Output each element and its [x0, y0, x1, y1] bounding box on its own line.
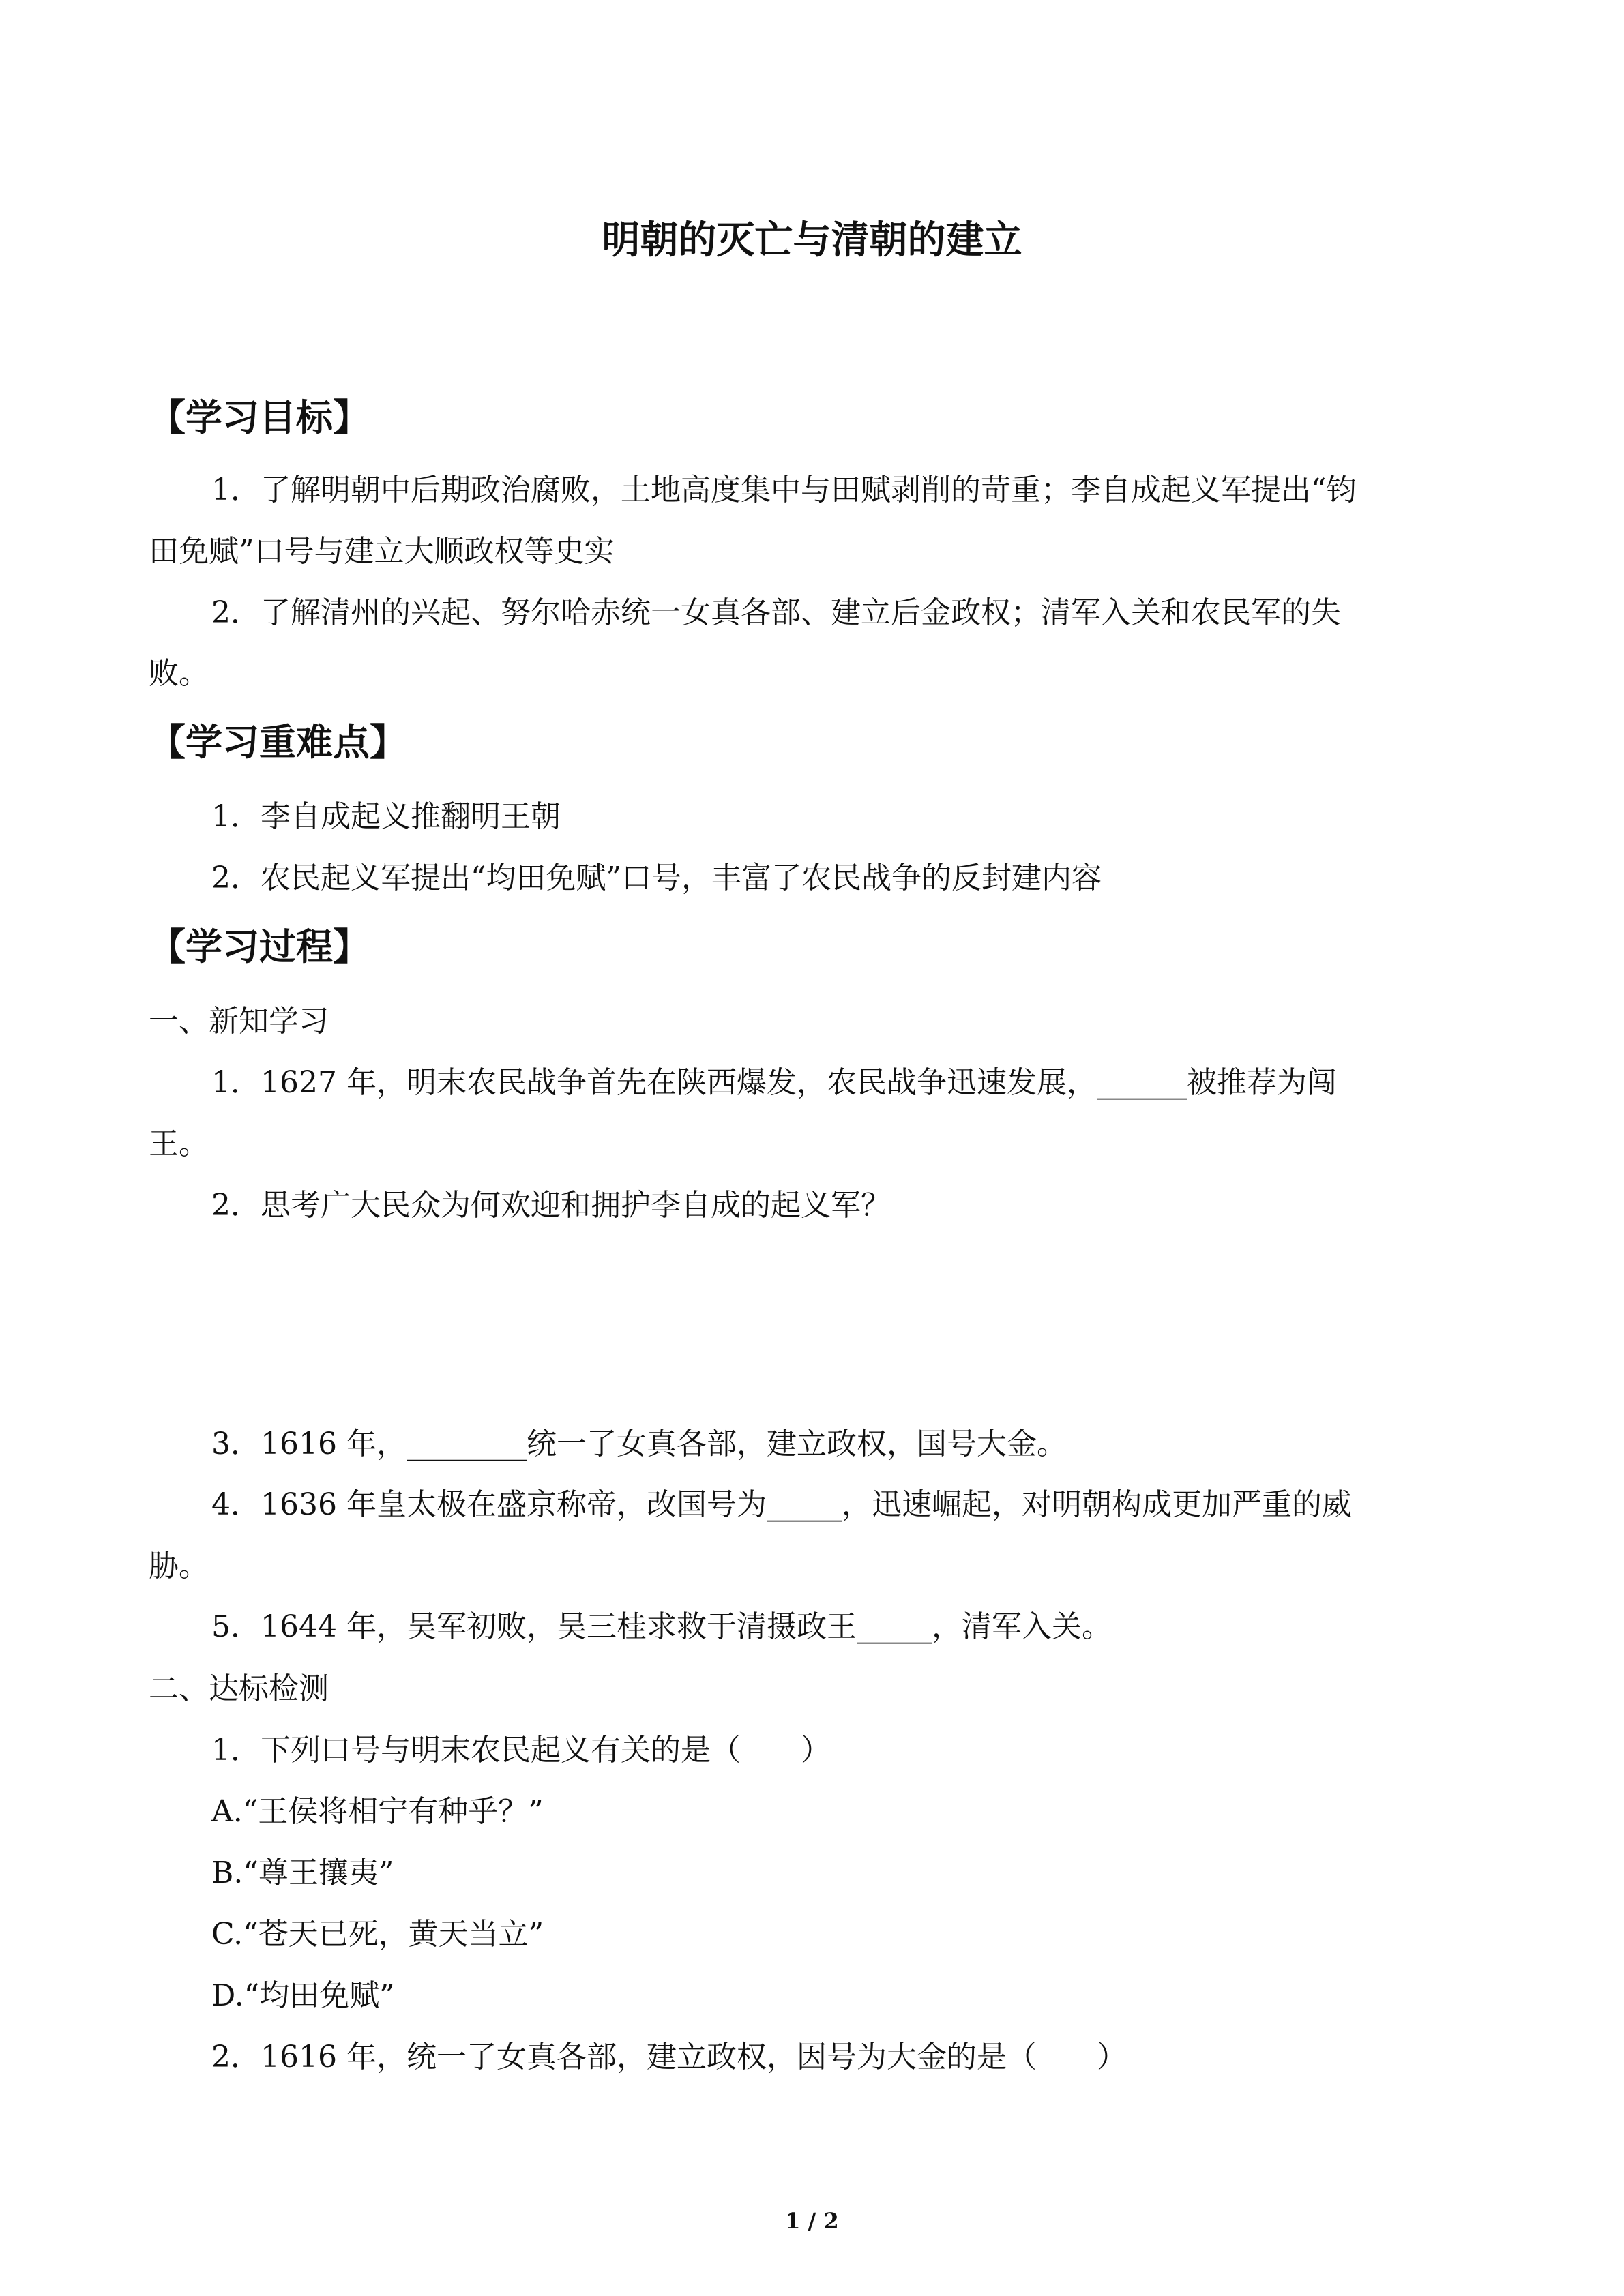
- part2-q1-option-c: C.“苍天已死，黄天当立”: [211, 1917, 544, 1952]
- part1-q2: 2．思考广大民众为何欢迎和拥护李自成的起义军？: [211, 1188, 891, 1223]
- part2-q1-option-d: D.“均田免赋”: [211, 1978, 395, 2013]
- part1-q5: 5．1644 年，吴军初败，吴三桂求救于清摄政王_____，清军入关。: [211, 1609, 1112, 1644]
- part2-q1-option-b: B.“尊王攘夷”: [211, 1855, 394, 1890]
- objectives-heading: 【学习目标】: [149, 396, 370, 439]
- part2-q2: 2．1616 年，统一了女真各部，建立政权，因号为大金的是（ ）: [211, 2040, 1127, 2074]
- process-heading: 【学习过程】: [149, 925, 370, 968]
- objective-2-line-1: 2．了解清州的兴起、努尔哈赤统一女真各部、建立后金政权；清军入关和农民军的失: [211, 595, 1341, 630]
- part2-q1: 1．下列口号与明末农民起义有关的是（ ）: [211, 1733, 831, 1768]
- key-point-2: 2．农民起义军提出“均田免赋”口号，丰富了农民战争的反封建内容: [211, 861, 1102, 895]
- part1-q4-line-2: 胁。: [149, 1549, 209, 1583]
- page-number: 1 / 2: [785, 2208, 839, 2234]
- part1-q3: 3．1616 年，________统一了女真各部，建立政权，国号大金。: [211, 1427, 1067, 1461]
- part1-q1-line-2: 王。: [149, 1127, 209, 1161]
- key-point-1: 1．李自成起义推翻明王朝: [211, 799, 561, 834]
- key-points-heading: 【学习重难点】: [149, 720, 407, 764]
- part1-q1-line-1: 1．1627 年，明末农民战争首先在陕西爆发，农民战争迅速发展，______被推荐为闯: [211, 1065, 1337, 1100]
- part1-q4-line-1: 4．1636 年皇太极在盛京称帝，改国号为_____，迅速崛起，对明朝构成更加严重的威: [211, 1487, 1352, 1522]
- objective-1-line-2: 田免赋”口号与建立大顺政权等史实: [149, 534, 615, 569]
- part2-q1-option-a: A.“王侯将相宁有种乎？”: [211, 1794, 544, 1829]
- page-title: 明朝的灭亡与清朝的建立: [602, 218, 1022, 263]
- objective-1-line-1: 1．了解明朝中后期政治腐败，土地高度集中与田赋剥削的苛重；李自成起义军提出“钧: [211, 473, 1357, 507]
- part2-heading: 二、达标检测: [149, 1671, 329, 1706]
- objective-2-line-2: 败。: [149, 656, 209, 691]
- part1-heading: 一、新知学习: [149, 1004, 329, 1039]
